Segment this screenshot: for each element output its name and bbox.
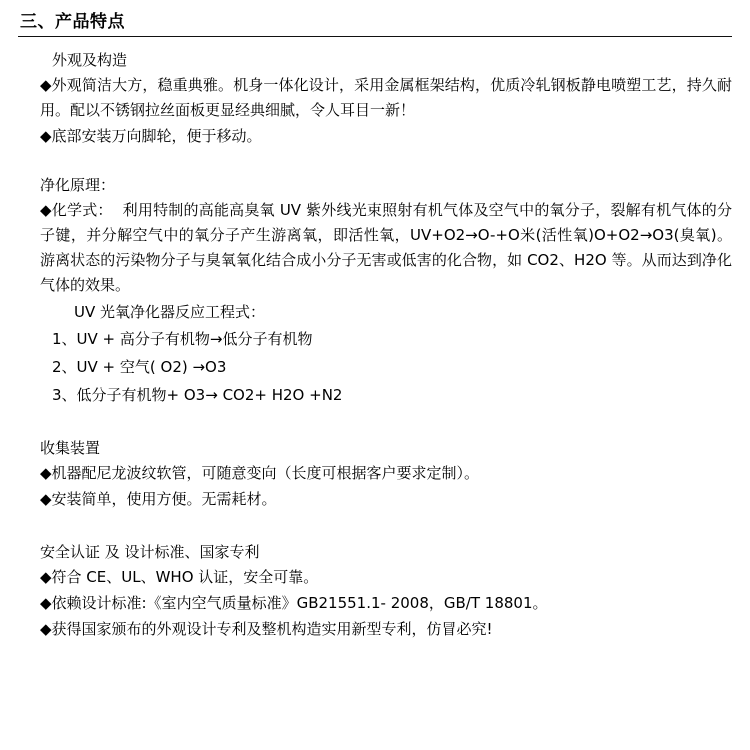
spacer (18, 150, 732, 172)
list-item-text: ◆底部安装万向脚轮，便于移动。 (40, 127, 262, 145)
list-item-text: ◆安装简单，使用方便。无需耗材。 (40, 490, 277, 508)
list-item-text: ◆符合 CE、UL、WHO 认证，安全可靠。 (40, 568, 319, 586)
list-item-text: ◆外观简洁大方，稳重典雅。机身一体化设计，采用金属框架结构，优质冷轧钢板静电喷塑工艺，持久耐用。配以不锈钢拉丝面板更显经典细腻，令人耳目一新！ (40, 76, 732, 119)
list-item (40, 73, 732, 123)
chemical-formula-label: ◆化学式： (40, 201, 113, 219)
chemical-formula-text: 利用特制的高能高臭氧 UV 紫外线光束照射有机气体及空气中的氧分子，裂解有机气体的分子键，并分解空气中的氧分子产生游离氧，即活性氧，UV+O2→O-+O米(活性氧)O+O2→O3(臭氧)。游离状态的污染物分子与臭氧氧化结合成小分子无害或低害的化合物，如 CO2、H2O 等。从而达到净化气体的效果。 (40, 201, 732, 294)
subheading-collection: 收集装置 (40, 439, 101, 457)
list-item (40, 487, 732, 512)
formula-line-3: 3、低分子有机物+ O3→ CO2+ H2O +N2 (52, 386, 343, 404)
formula-line-1: 1、UV + 高分子有机物→低分子有机物 (52, 330, 313, 348)
bullet-list-appearance (40, 73, 732, 149)
list-item-text: ◆机器配尼龙波纹软管，可随意变向（长度可根据客户要求定制）。 (40, 464, 480, 482)
page-title: 三、产品特点 (20, 12, 125, 32)
formula-line-2: 2、UV + 空气( O2) →O3 (52, 358, 227, 376)
principle-body (40, 198, 732, 298)
list-item (40, 617, 732, 642)
bullet-list-collection (40, 461, 732, 512)
spacer (18, 409, 732, 435)
subheading-appearance: 外观及构造 (52, 51, 128, 69)
list-item-text: ◆依赖设计标准:《室内空气质量标准》GB21551.1- 2008，GB/T 18801。 (40, 594, 548, 612)
list-item-text (40, 198, 732, 298)
list-item (40, 124, 732, 149)
title-divider (18, 36, 732, 37)
bullet-list-certification (40, 565, 732, 642)
subheading-principle: 净化原理： (40, 176, 116, 194)
subheading-certification: 安全认证 及 设计标准、国家专利 (40, 543, 260, 561)
list-item (40, 591, 732, 616)
formula-heading: UV 光氧净化器反应工程式： (74, 303, 266, 321)
list-item (40, 565, 732, 590)
list-item (40, 461, 732, 486)
spacer (18, 513, 732, 539)
list-item-text: ◆获得国家颁布的外观设计专利及整机构造实用新型专利，仿冒必究! (40, 620, 493, 638)
list-item (40, 198, 732, 298)
